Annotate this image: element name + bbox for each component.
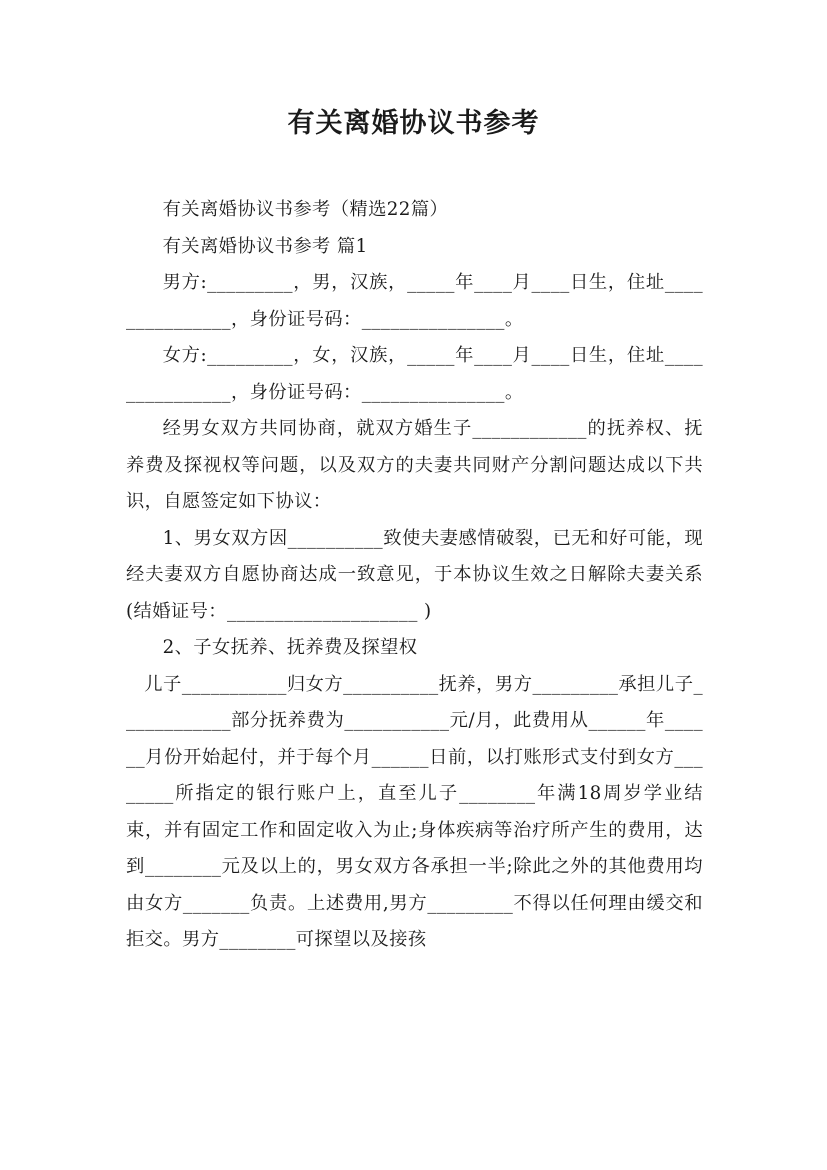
paragraph-clause-1: 1、男女双方因__________致使夫妻感情破裂，已无和好可能，现经夫妻双方自愿协商达成一致意见，于本协议生效之日解除夫妻关系(结婚证号：____________________ )	[126, 527, 703, 622]
paragraph-female-party: 女方:_________，女，汉族，_____年____月____日生，住址_______________，身份证号码：_______________。	[126, 345, 703, 403]
document-body	[126, 192, 703, 959]
paragraph-section-heading: 有关离婚协议书参考 篇1	[162, 235, 368, 257]
paragraph-male-party: 男方:_________，男，汉族，_____年____月____日生，住址_______________，身份证号码：_______________。	[126, 272, 703, 330]
paragraph-preamble: 经男女双方共同协商，就双方婚生子____________的抚养权、抚养费及探视权等问题，以及双方的夫妻共同财产分割问题达成以下共识，自愿签定如下协议：	[126, 418, 703, 512]
paragraph-clause-2-body: 儿子___________归女方__________抚养，男方_________承担儿子____________部分抚养费为___________元/月，此费用从______年______月份开始起付，并于每个月______日前，以打账形式支付到女方________所指定的银行账户上，直至儿子________年满18周岁学业结束，并有固定工作和固定收入为止;身体疾病等治疗所产生的费用，达到________元及以上的，男女双方各承担一半;除此之外的其他费用均由女方_______负责。上述费用,男方_________不得以任何理由缓交和拒交。男方________可探望以及接孩	[126, 673, 703, 950]
document-title: 有关离婚协议书参考	[287, 108, 540, 139]
paragraph-subtitle: 有关离婚协议书参考（精选22篇）	[162, 199, 449, 220]
paragraph-clause-2-heading: 2、子女抚养、抚养费及探望权	[162, 637, 418, 658]
